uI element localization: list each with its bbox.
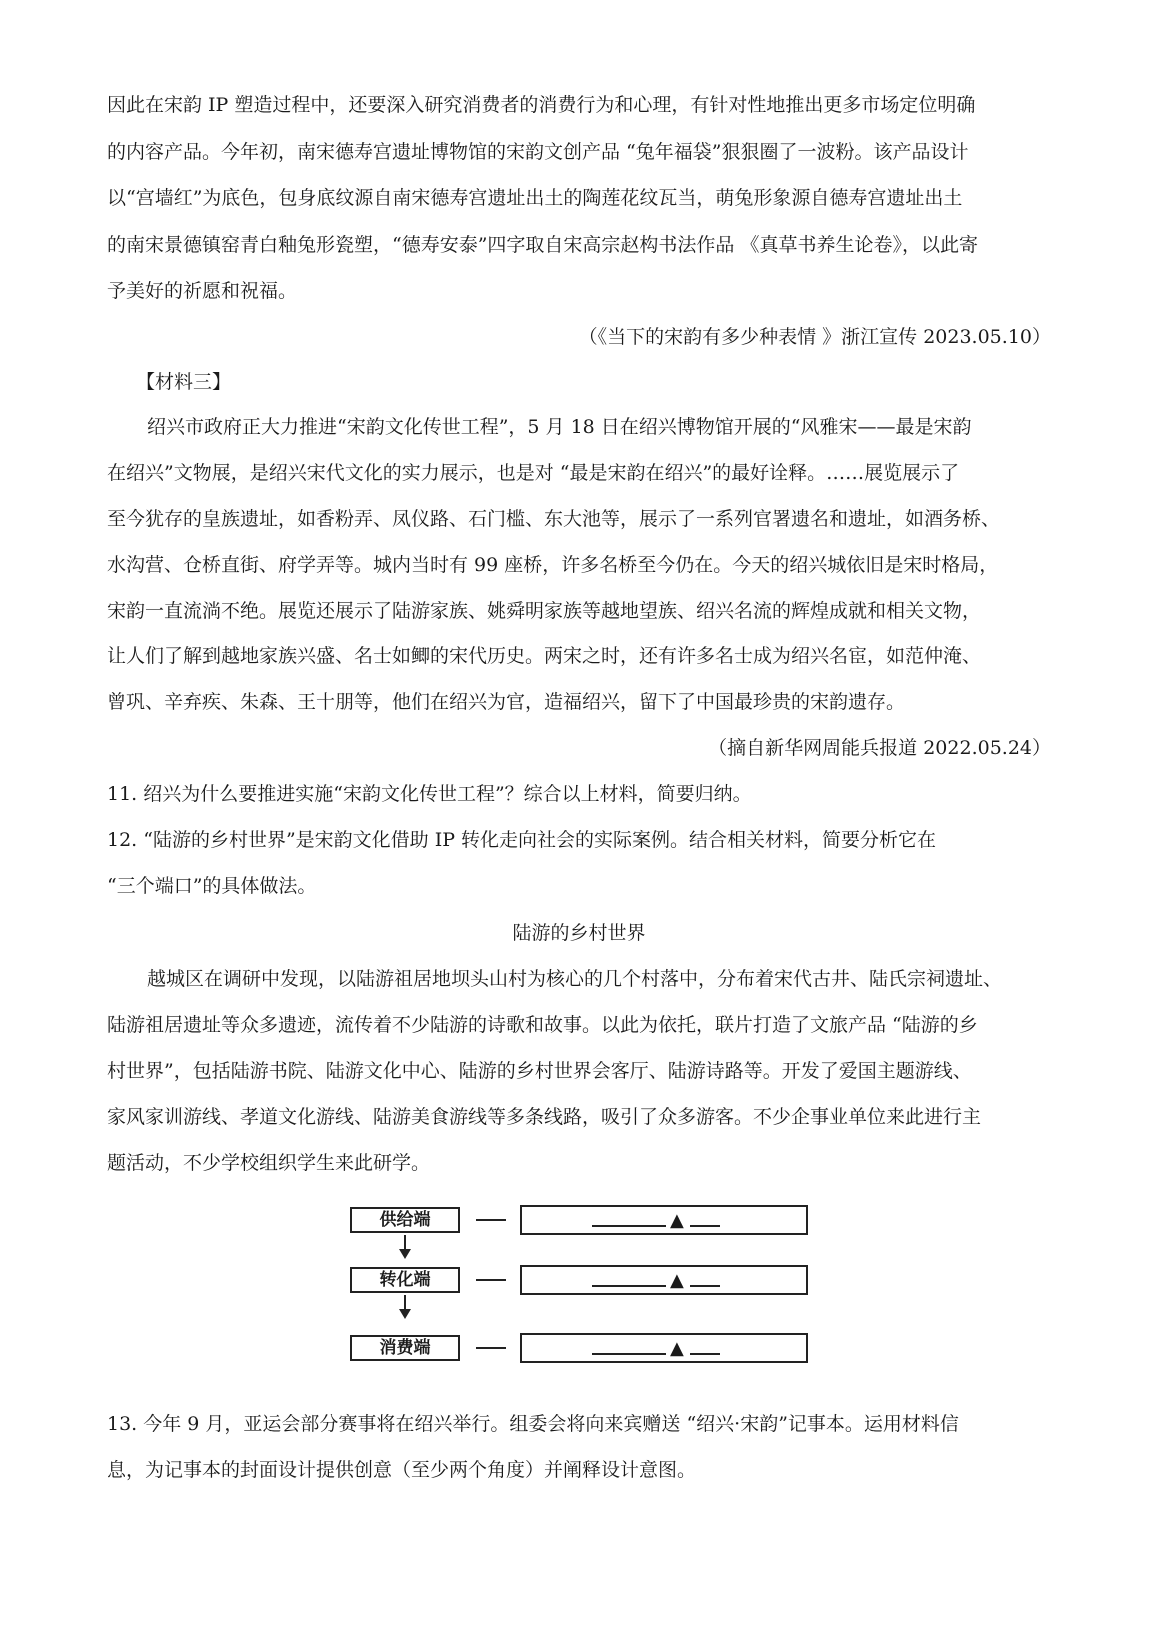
paragraph-line: 题活动，不少学校组织学生来此研学。 [107, 1152, 431, 1174]
paragraph-line: 宋韵一直流淌不绝。展览还展示了陆游家族、姚舜明家族等越地望族、绍兴名流的辉煌成就和相关文物， [107, 600, 982, 622]
question-11: 11. 绍兴为什么要推进实施“宋韵文化传世工程”？综合以上材料，简要归纳。 [107, 783, 752, 805]
paragraph-line: 绍兴市政府正大力推进“宋韵文化传世工程”，5 月 18 日在绍兴博物馆开展的“风雅宋——最是宋韵 [147, 416, 972, 438]
paragraph-line: 的内容产品。今年初，南宋德寿宫遗址博物馆的宋韵文创产品 “兔年福袋”狠狠圈了一波粉。该产品设计 [107, 141, 969, 163]
blank-line [592, 1285, 666, 1287]
question-13-cont: 息，为记事本的封面设计提供创意（至少两个角度）并阐释设计意图。 [107, 1459, 697, 1481]
connector-line [476, 1347, 506, 1349]
arrow-down-icon [398, 1235, 412, 1259]
answer-box-supply [520, 1205, 808, 1235]
paragraph-line: 予美好的祈愿和祝福。 [107, 280, 298, 302]
paragraph-line: 家风家训游线、孝道文化游线、陆游美食游线等多条线路，吸引了众多游客。不少企事业单位来此进行主 [107, 1106, 982, 1128]
question-12: 12. “陆游的乡村世界”是宋韵文化借助 IP 转化走向社会的实际案例。结合相关材料，简要分析它在 [107, 829, 937, 851]
paragraph-line: 越城区在调研中发现，以陆游祖居地坝头山村为核心的几个村落中，分布着宋代古井、陆氏宗祠遗址、 [147, 968, 1003, 990]
paragraph-line: 曾巩、辛弃疾、朱森、王十朋等，他们在绍兴为官，造福绍兴，留下了中国最珍贵的宋韵遗存。 [107, 691, 906, 713]
conversion-port-label: 转化端 [350, 1267, 460, 1293]
blank-marker: ▲ [670, 1338, 684, 1359]
blank-line [690, 1285, 720, 1287]
arrow-down-icon [398, 1295, 412, 1319]
blank-line [592, 1353, 666, 1355]
question-13: 13. 今年 9 月，亚运会部分赛事将在绍兴举行。组委会将向来宾赠送 “绍兴·宋韵”记事本。运用材料信 [107, 1413, 959, 1435]
connector-line [476, 1219, 506, 1221]
connector-line [476, 1279, 506, 1281]
question-12-cont: “三个端口”的具体做法。 [107, 875, 317, 897]
source-citation: （摘自新华网周能兵报道 2022.05.24） [708, 737, 1051, 759]
paragraph-line: 至今犹存的皇族遗址，如香粉弄、凤仪路、石门槛、东大池等，展示了一系列官署遗名和遗址，如酒务桥、 [107, 508, 1001, 530]
paragraph-line: 水沟营、仓桥直街、府学弄等。城内当时有 99 座桥，许多名桥至今仍在。今天的绍兴城依旧是宋时格局， [107, 554, 999, 576]
blank-line [592, 1225, 666, 1227]
paragraph-line: 以“宫墙红”为底色，包身底纹源自南宋德寿宫遗址出土的陶莲花纹瓦当，萌兔形象源自德寿宫遗址出土 [107, 187, 963, 209]
paragraph-line: 陆游祖居遗址等众多遗迹，流传着不少陆游的诗歌和故事。以此为依托，联片打造了文旅产品 “陆游的乡 [107, 1014, 978, 1036]
section-heading: 【材料三】 [136, 371, 232, 393]
answer-box-consumption [520, 1333, 808, 1363]
three-ports-diagram [350, 1205, 810, 1380]
paragraph-line: 的南宋景德镇窑青白釉兔形瓷塑，“德寿安泰”四字取自宋高宗赵构书法作品 《真草书养生论卷》，以此寄 [107, 234, 978, 256]
case-title: 陆游的乡村世界 [512, 922, 646, 944]
blank-line [690, 1353, 720, 1355]
paragraph-line: 村世界”，包括陆游书院、陆游文化中心、陆游的乡村世界会客厅、陆游诗路等。开发了爱国主题游线、 [107, 1060, 972, 1082]
consumption-port-label: 消费端 [350, 1335, 460, 1361]
paragraph-line: 因此在宋韵 IP 塑造过程中，还要深入研究消费者的消费行为和心理，有针对性地推出更多市场定位明确 [107, 94, 976, 116]
blank-marker: ▲ [670, 1210, 684, 1231]
paragraph-line: 让人们了解到越地家族兴盛、名士如鲫的宋代历史。两宋之时，还有许多名士成为绍兴名宦，如范仲淹、 [107, 645, 982, 667]
supply-port-label: 供给端 [350, 1207, 460, 1233]
answer-box-conversion [520, 1265, 808, 1295]
paragraph-line: 在绍兴”文物展，是绍兴宋代文化的实力展示，也是对 “最是宋韵在绍兴”的最好诠释。……展览展示了 [107, 462, 960, 484]
source-citation: （《当下的宋韵有多少种表情 》浙江宣传 2023.05.10） [578, 326, 1051, 348]
blank-line [690, 1225, 720, 1227]
blank-marker: ▲ [670, 1270, 684, 1291]
